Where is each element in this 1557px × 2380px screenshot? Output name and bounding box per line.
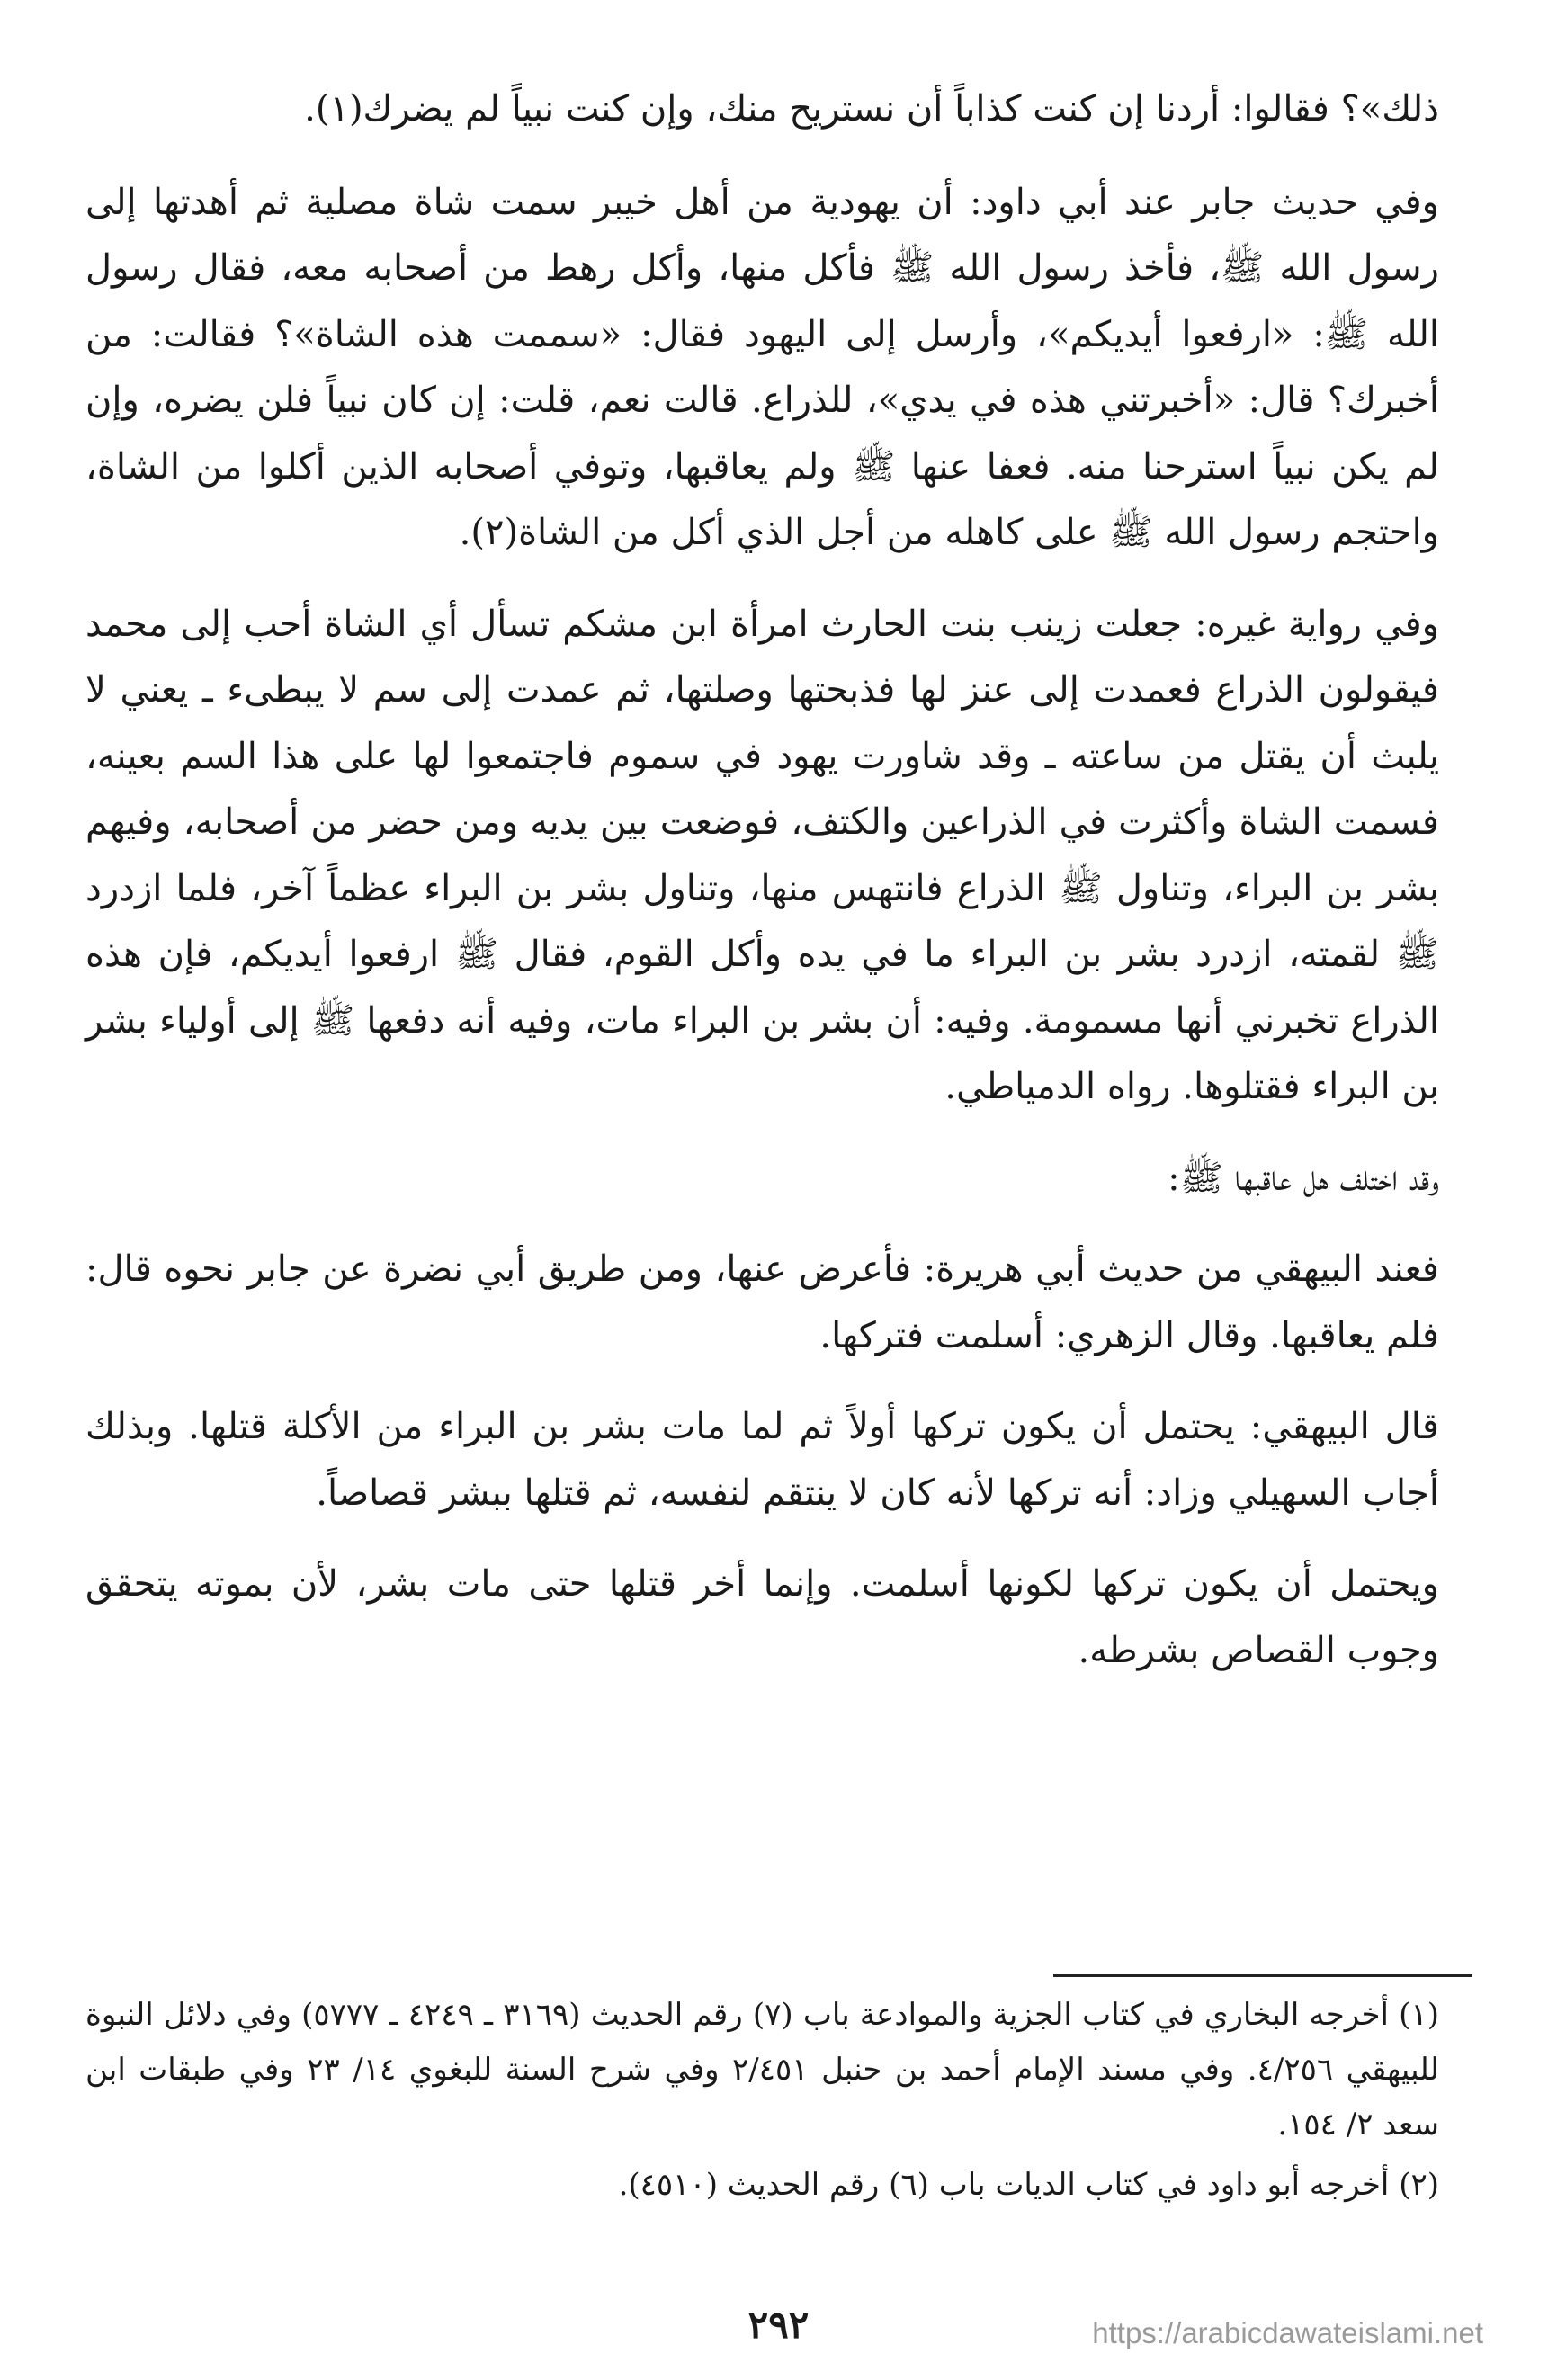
footnote-1: (١) أخرجه البخاري في كتاب الجزية والموادعة باب (٧) رقم الحديث (٣١٦٩ ـ ٤٢٤٩ ـ ٥٧٧٧) وفي دلائل النبوة للبيهقي ٤/٢٥٦. وفي مسند الإمام أحمد بن حنبل ٢/٤٥١ وفي شرح السنة للبغوي ١٤/ ٢٣ وفي طبقات ابن سعد ٢/ ١٥٤. (85, 1997, 1439, 2143)
footnote-divider (1053, 1974, 1472, 1977)
page-number: ٢٩٢ (747, 2303, 810, 2347)
page-body (85, 76, 1439, 1709)
paragraph-4: وقد اختلف هل عاقبها ﷺ: (1168, 1157, 1439, 1199)
paragraph-2: وفي حديث جابر عند أبي داود: أن يهودية من أهل خيبر سمت شاة مصلية ثم أهدتها إلى رسول الله ﷺ، فأخذ رسول الله ﷺ فأكل منها، وأكل رهط من أصحابه معه، فقال رسول الله ﷺ: «ارفعوا أيديكم»، وأرسل إلى اليهود فقال: «سممت هذه الشاة»؟ فقالت: من أخبرك؟ قال: «أخبرتني هذه في يدي»، للذراع. قالت نعم، قلت: إن كان نبياً فلن يضره، وإن لم يكن نبياً استرحنا منه. فعفا عنها ﷺ ولم يعاقبها، وتوفي أصحابه الذين أكلوا من الشاة، واحتجم رسول الله ﷺ على كاهله من أجل الذي أكل من الشاة(٢). (85, 181, 1439, 553)
watermark-url: https://arabicdawateislami.net (1092, 2316, 1483, 2349)
paragraph-7: ويحتمل أن يكون تركها لكونها أسلمت. وإنما أخر قتلها حتى مات بشر، لأن بموته يتحقق وجوب القصاص بشرطه. (85, 1563, 1439, 1671)
footnote-2: (٢) أخرجه أبو داود في كتاب الديات باب (٦) رقم الحديث (٤٥١٠). (618, 2167, 1439, 2203)
paragraph-3: وفي رواية غيره: جعلت زينب بنت الحارث امرأة ابن مشكم تسأل أي الشاة أحب إلى محمد فيقولون الذراع فعمدت إلى عنز لها فذبحتها وصلتها، ثم عمدت إلى سم لا يبطىء ـ يعني لا يلبث أن يقتل من ساعته ـ وقد شاورت يهود في سموم فاجتمعوا لها على هذا السم بعينه، فسمت الشاة وأكثرت في الذراعين والكتف، فوضعت بين يديه ومن حضر من أصحابه، وفيهم بشر بن البراء، وتناول ﷺ الذراع فانتهس منها، وتناول بشر بن البراء عظماً آخر، فلما ازدرد ﷺ لقمته، ازدرد بشر بن البراء ما في يده وأكل القوم، فقال ﷺ ارفعوا أيديكم، فإن هذه الذراع تخبرني أنها مسمومة. وفيه: أن بشر بن البراء مات، وفيه أنه دفعها ﷺ إلى أولياء بشر بن البراء فقتلوها. رواه الدمياطي. (85, 603, 1439, 1107)
footnotes (85, 1988, 1439, 2218)
paragraph-6: قال البيهقي: يحتمل أن يكون تركها أولاً ثم لما مات بشر بن البراء من الأكلة قتلها. وبذلك أجاب السهيلي وزاد: أنه تركها لأنه كان لا ينتقم لنفسه، ثم قتلها ببشر قصاصاً. (85, 1406, 1439, 1514)
paragraph-1: ذلك»؟ فقالوا: أردنا إن كنت كذاباً أن نستريح منك، وإن كنت نبياً لم يضرك(١). (304, 88, 1439, 130)
paragraph-5: فعند البيهقي من حديث أبي هريرة: فأعرض عنها، ومن طريق أبي نضرة عن جابر نحوه قال: فلم يعاقبها. وقال الزهري: أسلمت فتركها. (85, 1248, 1439, 1356)
